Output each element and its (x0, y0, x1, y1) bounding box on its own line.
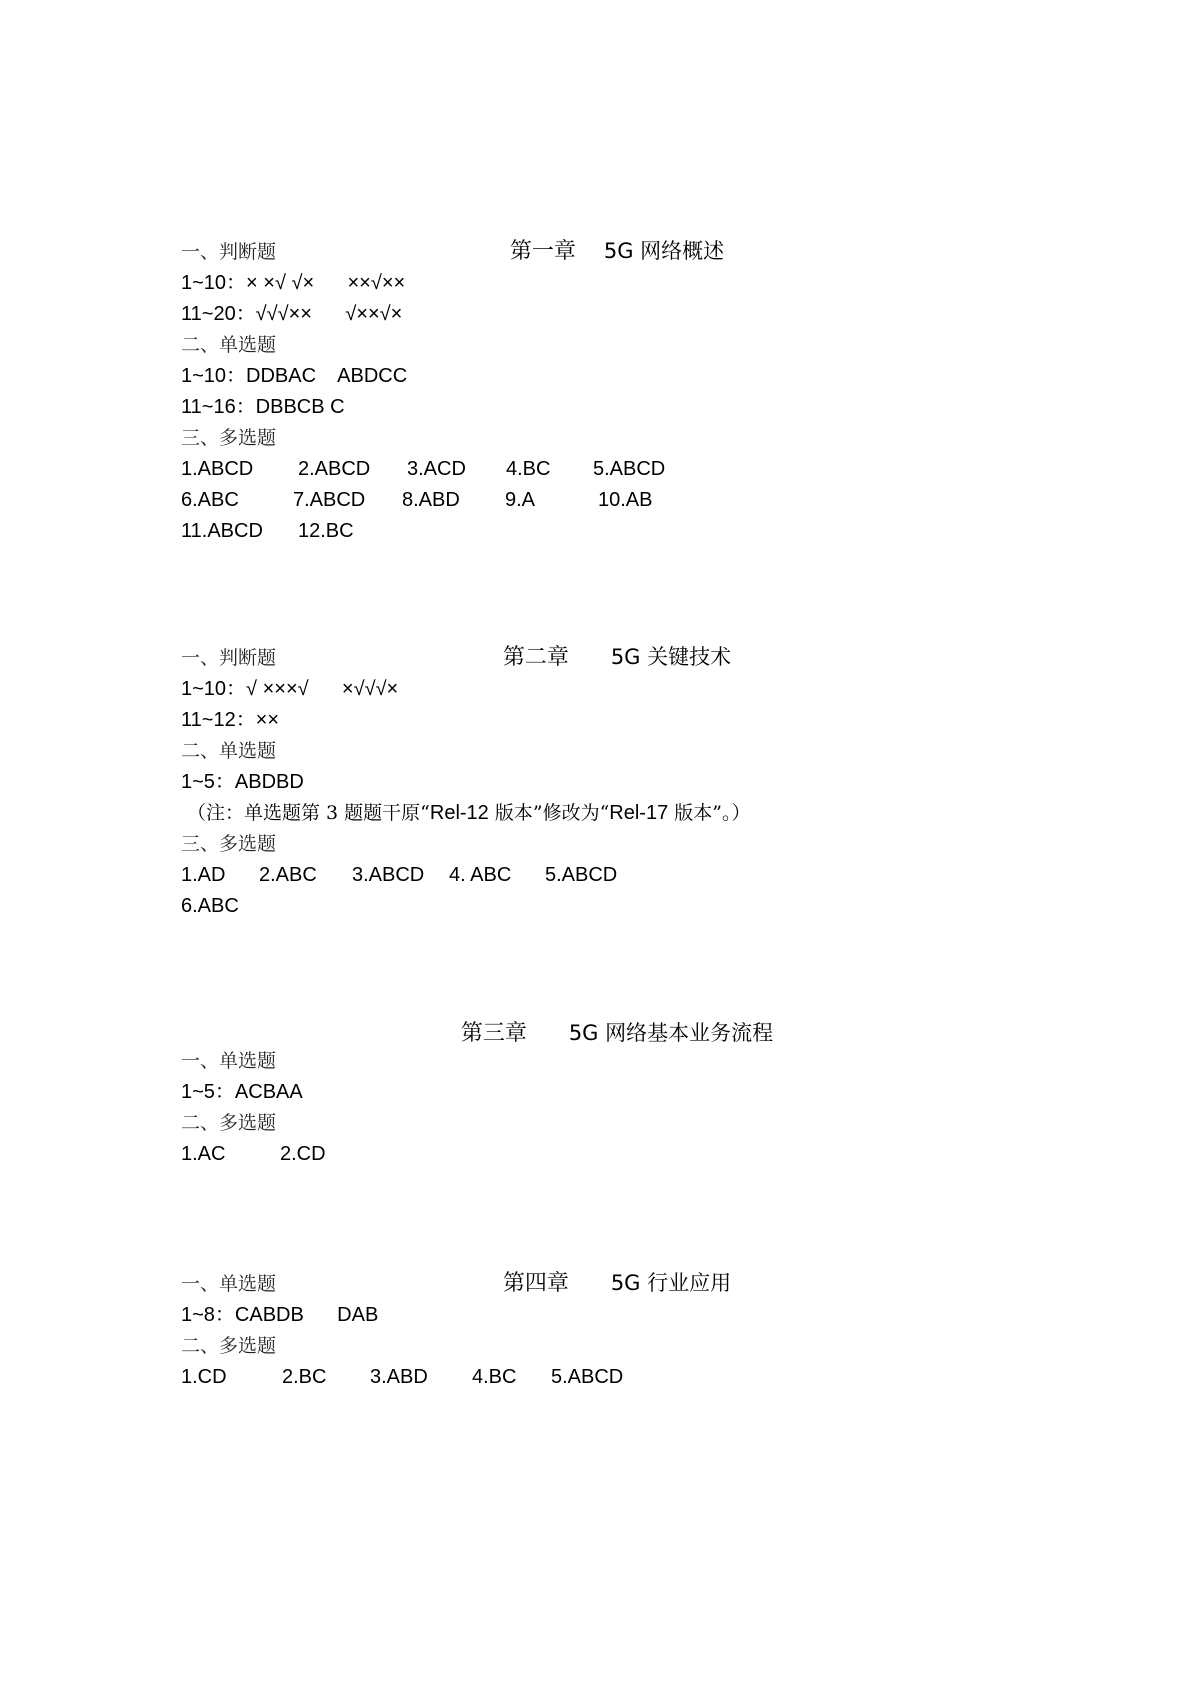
multi-answer: 12.BC (298, 520, 354, 542)
multi-answer: 8.ABD (402, 489, 460, 511)
chapter-title-text: 5G 网络概述 (603, 239, 725, 263)
multi-choice-heading: 三、多选题 (181, 427, 277, 449)
single-answers-1-5: 1~5：ACBAA (181, 1081, 303, 1103)
judge-answers-1-10: 1~10：√ ×××√ ×√√√× (181, 678, 399, 700)
note-text: 版本”修改为“ (488, 802, 610, 824)
judge-heading: 一、判断题 (181, 241, 277, 263)
multi-answer-row (181, 1362, 781, 1392)
multi-answer: 11.ABCD (181, 520, 263, 542)
multi-answer-row (181, 454, 781, 484)
note-text: 版本”。） (668, 802, 751, 824)
chapter-title (181, 988, 1011, 1079)
single-answers-1-10: 1~10：DDBAC ABDCC (181, 365, 408, 387)
note-rel17: Rel-17 (609, 802, 669, 824)
single-choice-heading: 一、单选题 (181, 1273, 277, 1295)
multi-answer: 1.AD (181, 864, 226, 886)
multi-answer-row (181, 891, 781, 921)
chapter-title-text: 5G 网络基本业务流程 (568, 1021, 774, 1045)
multi-answer-row (181, 860, 781, 890)
multi-answer: 9.A (505, 489, 536, 511)
note-text: （注：单选题第 3 题题干原“ (187, 802, 430, 824)
single-choice-heading: 二、单选题 (181, 740, 277, 762)
multi-answer: 4.BC (472, 1366, 517, 1388)
multi-answer: 2.ABC (259, 864, 317, 886)
judge-answers-11-20: 11~20：√√√×× √××√× (181, 303, 403, 325)
multi-choice-heading: 二、多选题 (181, 1335, 277, 1357)
chapter-title-number: 第一章 (509, 239, 576, 264)
multi-answer: 7.ABCD (293, 489, 366, 511)
note-rel12: Rel-12 (429, 802, 489, 824)
multi-answer: 6.ABC (181, 489, 239, 511)
judge-answers-11-12: 11~12：×× (181, 709, 280, 731)
multi-answer: 1.ABCD (181, 458, 254, 480)
single-choice-heading: 二、单选题 (181, 334, 277, 356)
multi-answer: 5.ABCD (551, 1366, 624, 1388)
judge-answers-1-10: 1~10：× ×√ √× ××√×× (181, 272, 406, 294)
single-choice-heading: 一、单选题 (181, 1050, 277, 1072)
chapter-title-text: 5G 行业应用 (610, 1271, 732, 1295)
single-answers-11-16: 11~16：DBBCB C (181, 396, 345, 418)
revision-note (187, 798, 750, 828)
chapter-title-number: 第三章 (460, 1021, 527, 1046)
multi-choice-heading: 二、多选题 (181, 1112, 277, 1134)
multi-answer: 3.ABD (370, 1366, 428, 1388)
multi-choice-heading: 三、多选题 (181, 833, 277, 855)
multi-answer: 2.BC (282, 1366, 327, 1388)
multi-answer: 1.AC (181, 1143, 226, 1165)
chapter-title-text: 5G 关键技术 (610, 645, 732, 669)
multi-answer: 3.ACD (407, 458, 466, 480)
multi-answer: 2.ABCD (298, 458, 371, 480)
single-answers-1-5: 1~5：ABDBD (181, 771, 304, 793)
multi-answer: 4.BC (506, 458, 551, 480)
multi-answer-row (181, 485, 781, 515)
single-answers-1-8: 1~8：CABDB DAB (181, 1304, 379, 1326)
multi-answer: 5.ABCD (545, 864, 618, 886)
multi-answer-row (181, 516, 781, 546)
multi-answer: 3.ABCD (352, 864, 425, 886)
multi-answer-row (181, 1139, 781, 1169)
multi-answer: 10.AB (598, 489, 653, 511)
multi-answer: 1.CD (181, 1366, 227, 1388)
chapter-title-number: 第四章 (502, 1271, 569, 1296)
multi-answer: 6.ABC (181, 895, 239, 917)
chapter-title-number: 第二章 (502, 645, 569, 670)
judge-heading: 一、判断题 (181, 647, 277, 669)
multi-answer: 5.ABCD (593, 458, 666, 480)
multi-answer: 4. ABC (449, 864, 512, 886)
multi-answer: 2.CD (280, 1143, 326, 1165)
